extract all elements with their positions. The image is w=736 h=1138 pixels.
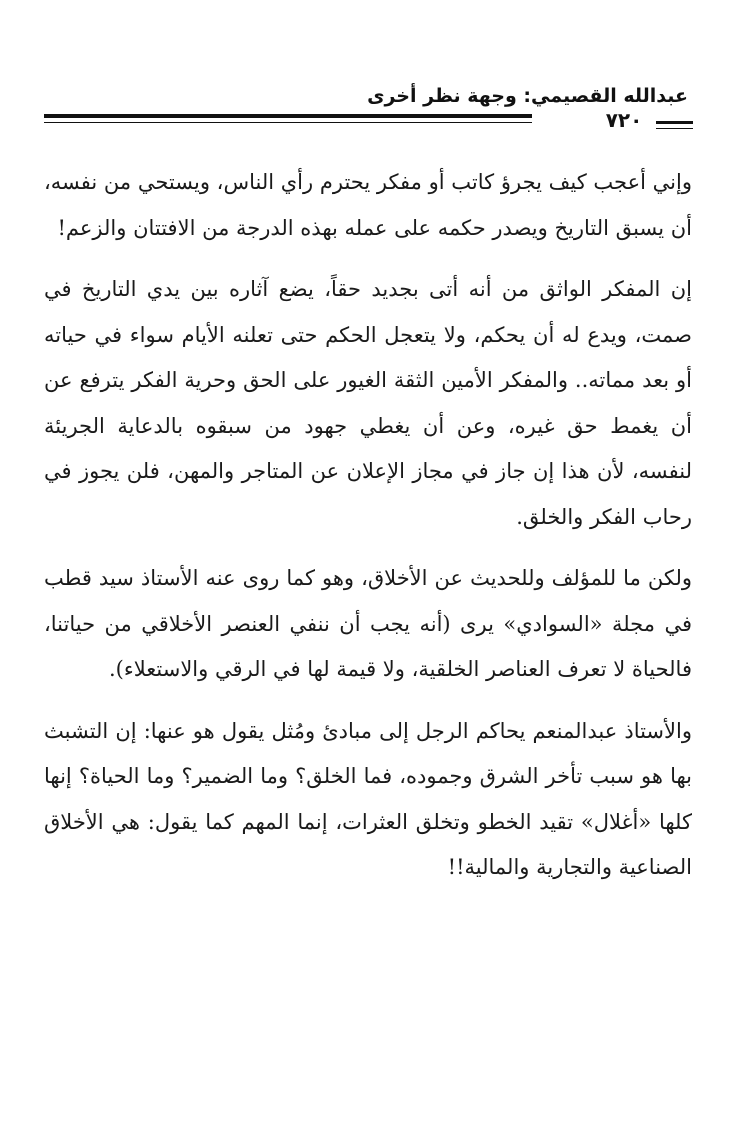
page-number-rule-thin [656,128,693,129]
header-rule-thick [44,114,532,118]
paragraph-1: وإني أعجب كيف يجرؤ كاتب أو مفكر يحترم رأي الناس، ويستحي من نفسه، أن يسبق التاريخ ويصدر حكمه على عمله بهذه الدرجة من الافتتان والزعم! [44,170,692,240]
page-number: ٧٢٠ [605,108,643,132]
paragraph-4: والأستاذ عبدالمنعم يحاكم الرجل إلى مبادئ ومُثل يقول هو عنها: إن التشبث بها هو سبب تأخر الشرق وجموده، فما الخلق؟ وما الضمير؟ وما الحياة؟ إنها كلها «أغلال» تقيد الخطو وتخلق العثرات، إنما المهم كما يقول: هي الأخلاق الصناعية والتجارية والمالية!! [44,718,692,879]
body-text [44,160,692,891]
running-title: عبدالله القصيمي: وجهة نظر أخرى [367,85,688,107]
page-number-rule-thick [656,121,693,124]
header-rule-thin [44,122,532,123]
paragraph-3: ولكن ما للمؤلف وللحديث عن الأخلاق، وهو كما روى عنه الأستاذ سيد قطب في مجلة «السوادي» يرى (أنه يجب أن ننفي العنصر الأخلاقي من حياتنا، فالحياة لا تعرف العناصر الخلقية، ولا قيمة لها في الرقي والاستعلاء). [44,566,692,681]
paragraph-2: إن المفكر الواثق من أنه أتى بجديد حقاً، يضع آثاره بين يدي التاريخ في صمت، ويدع له أن يحكم، ولا يتعجل الحكم حتى تعلنه الأيام سواء في حياته أو بعد مماته.. والمفكر الأمين الثقة الغيور على الحق وحرية الفكر يترفع عن أن يغمط حق غيره، وعن أن يغطي جهود من سبقوه بالدعاية الجريئة لنفسه، لأن هذا إن جاز في مجاز الإعلان عن المتاجر والمهن، فلن يجوز في رحاب الفكر والخلق. [44,277,692,529]
